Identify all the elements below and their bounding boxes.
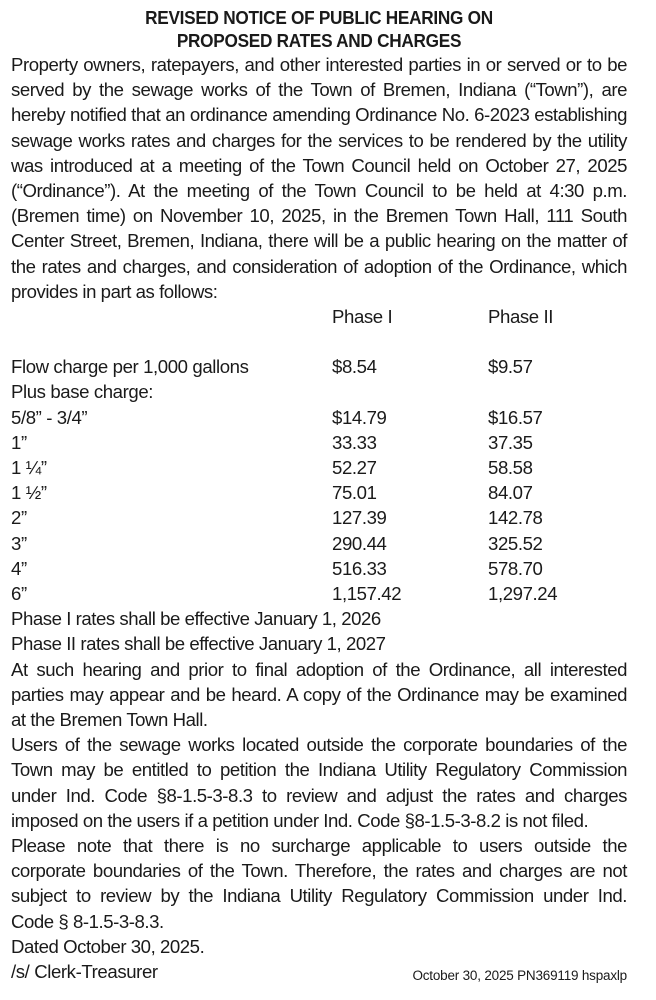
base-charge-phase-2: $16.57 xyxy=(488,406,543,428)
public-notice xyxy=(11,6,627,984)
publication-reference: October 30, 2025 PN369119 hspaxlp xyxy=(412,967,627,983)
flow-charge-phase-2: $9.57 xyxy=(488,356,533,378)
meter-size: 1” xyxy=(11,431,27,453)
meter-size: 2” xyxy=(11,507,27,529)
base-charge-phase-1: $14.79 xyxy=(332,406,387,428)
table-row xyxy=(11,505,627,530)
flow-charge-phase-1: $8.54 xyxy=(332,356,377,378)
table-row xyxy=(11,480,627,505)
notice-title xyxy=(33,6,606,52)
base-charge-phase-2: 1,297.24 xyxy=(488,582,558,604)
flow-charge-label: Flow charge per 1,000 gallons xyxy=(11,356,249,378)
meter-size: 6” xyxy=(11,582,27,604)
rates-header-row xyxy=(11,304,627,329)
meter-size: 1 ½” xyxy=(11,482,47,504)
base-charge-phase-2: 142.78 xyxy=(488,507,543,529)
phase-2-effective: Phase II rates shall be effective January 1, 2027 xyxy=(11,633,386,655)
base-charge-phase-1: 75.01 xyxy=(332,482,377,504)
intro-paragraph: Property owners, ratepayers, and other interested parties in or served or to be served by the sewage works of the Town of Bremen, Indiana (“Town”), are hereby notified that an ordinance amending Ordinance No. 6-2023 establishing sewage works rates and charges for the services to be rendered by the utility was introduced at a meeting of the Town Council held on October 27, 2025 (“Ordinance”). At the meeting of the Town Council to be held at 4:30 p.m. (Bremen time) on November 10, 2025, in the Bremen Town Hall, 111 South Center Street, Bremen, Indiana, there will be a public hearing on the matter of the rates and charges, and consideration of adoption of the Ordinance, which provides in part as follows: xyxy=(11,54,627,302)
hearing-paragraph: At such hearing and prior to final adoption of the Ordinance, all interested parties may appear and be heard. A copy of the Ordinance may be examined at the Bremen Town Hall. xyxy=(11,658,627,730)
table-row xyxy=(11,581,627,606)
notice-title-line-2: PROPOSED RATES AND CHARGES xyxy=(176,30,462,51)
base-charge-phase-2: 58.58 xyxy=(488,456,533,478)
base-charge-phase-2: 325.52 xyxy=(488,532,543,554)
base-charge-label-row xyxy=(11,379,627,404)
signature: /s/ Clerk-Treasurer xyxy=(11,960,158,982)
table-row xyxy=(11,405,627,430)
meter-size: 3” xyxy=(11,532,27,554)
flow-charge-row xyxy=(11,354,627,379)
base-charge-phase-1: 127.39 xyxy=(332,507,387,529)
outside-users-paragraph: Users of the sewage works located outside the corporate boundaries of the Town may be entitled to petition the Indiana Utility Regulatory Commission under Ind. Code §8-1.5-3-8.3 to review and adjust the rates and charges imposed on the users if a petition under Ind. Code §8-1.5-3-8.2 is not filed. xyxy=(11,734,627,831)
surcharge-paragraph: Please note that there is no surcharge applicable to users outside the corporate boundaries of the Town. Therefore, the rates and charges are not subject to review by the Indiana Utility Regulatory Commission under Ind. Code § 8-1.5-3-8.3. xyxy=(11,834,627,932)
meter-size: 5/8” - 3/4” xyxy=(11,406,88,428)
rates-table xyxy=(11,304,627,606)
base-charge-phase-1: 33.33 xyxy=(332,431,377,453)
base-charge-phase-1: 1,157.42 xyxy=(332,582,402,604)
base-charge-label: Plus base charge: xyxy=(11,381,154,403)
phase-2-header: Phase II xyxy=(488,306,554,328)
phase-1-effective: Phase I rates shall be effective January 1, 2026 xyxy=(11,608,381,630)
table-row xyxy=(11,430,627,455)
base-charge-phase-1: 52.27 xyxy=(332,456,377,478)
base-charge-phase-2: 578.70 xyxy=(488,557,543,579)
meter-size: 1 ¼” xyxy=(11,456,47,478)
base-charge-phase-2: 84.07 xyxy=(488,482,533,504)
dated-line: Dated October 30, 2025. xyxy=(11,935,205,957)
notice-title-line-1: REVISED NOTICE OF PUBLIC HEARING ON xyxy=(145,7,493,28)
base-charge-phase-1: 516.33 xyxy=(332,557,387,579)
table-row xyxy=(11,455,627,480)
meter-size: 4” xyxy=(11,557,27,579)
table-row xyxy=(11,531,627,556)
base-charge-phase-1: 290.44 xyxy=(332,532,387,554)
table-row xyxy=(11,556,627,581)
base-charge-phase-2: 37.35 xyxy=(488,431,533,453)
phase-1-header: Phase I xyxy=(332,306,393,328)
signature-line xyxy=(11,959,627,984)
rates-spacer xyxy=(11,329,627,354)
